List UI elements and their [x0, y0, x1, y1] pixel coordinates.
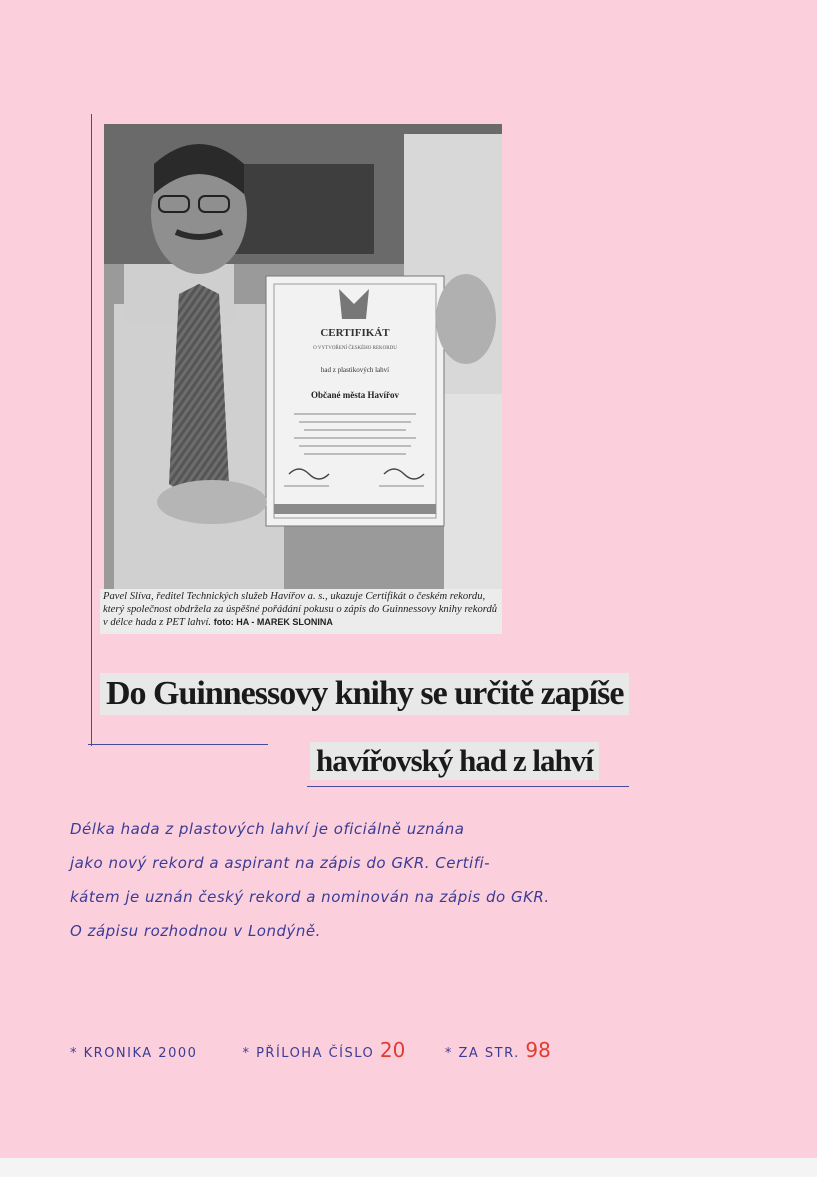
photo-caption — [100, 589, 502, 634]
certificate-record: had z plastikových lahví — [320, 366, 390, 374]
footer-chronicle: * KRONIKA 2000 — [70, 1046, 198, 1061]
certificate-holder: Občané města Havířov — [311, 390, 399, 400]
headline-line-1: Do Guinnessovy knihy se určitě zapíše — [100, 673, 629, 715]
handwritten-note — [70, 812, 710, 948]
note-line-4: O zápisu rozhodnou v Londýně. — [70, 922, 321, 940]
scan-margin — [0, 1158, 817, 1177]
photo-illustration — [104, 124, 502, 590]
certificate-subtitle: O VYTVOŘENÍ ČESKÉHO REKORDU — [313, 346, 397, 351]
photo-credit: foto: HA - MAREK SLONINA — [213, 617, 333, 627]
margin-line-right — [307, 786, 629, 787]
note-line-2: jako nový rekord a aspirant na zápis do GKR. Certifi- — [70, 854, 491, 872]
margin-line-left — [88, 744, 268, 745]
caption-text: Pavel Slíva, ředitel Technických služeb Havířov a. s., ukazuje Certifikát o českém rekordu, který společnost obdržela za úspěšné pořádání pokusu o zápis do Guinnessovy knihy rekordů v délce hada z PET lahví. — [103, 591, 498, 628]
note-line-3: kátem je uznán český rekord a nominován na zápis do GKR. — [70, 888, 550, 906]
headline-line-2: havířovský had z lahví — [310, 742, 599, 780]
certificate-title: CERTIFIKÁT — [320, 327, 390, 339]
margin-line-vertical — [91, 114, 92, 746]
note-line-1: Délka hada z plastových lahví je oficiálně uznána — [70, 820, 465, 838]
footer-page-label: * ZA STR. — [444, 1046, 520, 1061]
footer-attachment-number: 20 — [379, 1038, 406, 1062]
newspaper-photo — [104, 124, 502, 590]
footer-page-number: 98 — [525, 1038, 551, 1062]
footer-attachment-label: * PŘÍLOHA ČÍSLO — [242, 1046, 375, 1061]
chronicle-footer — [70, 1038, 551, 1062]
